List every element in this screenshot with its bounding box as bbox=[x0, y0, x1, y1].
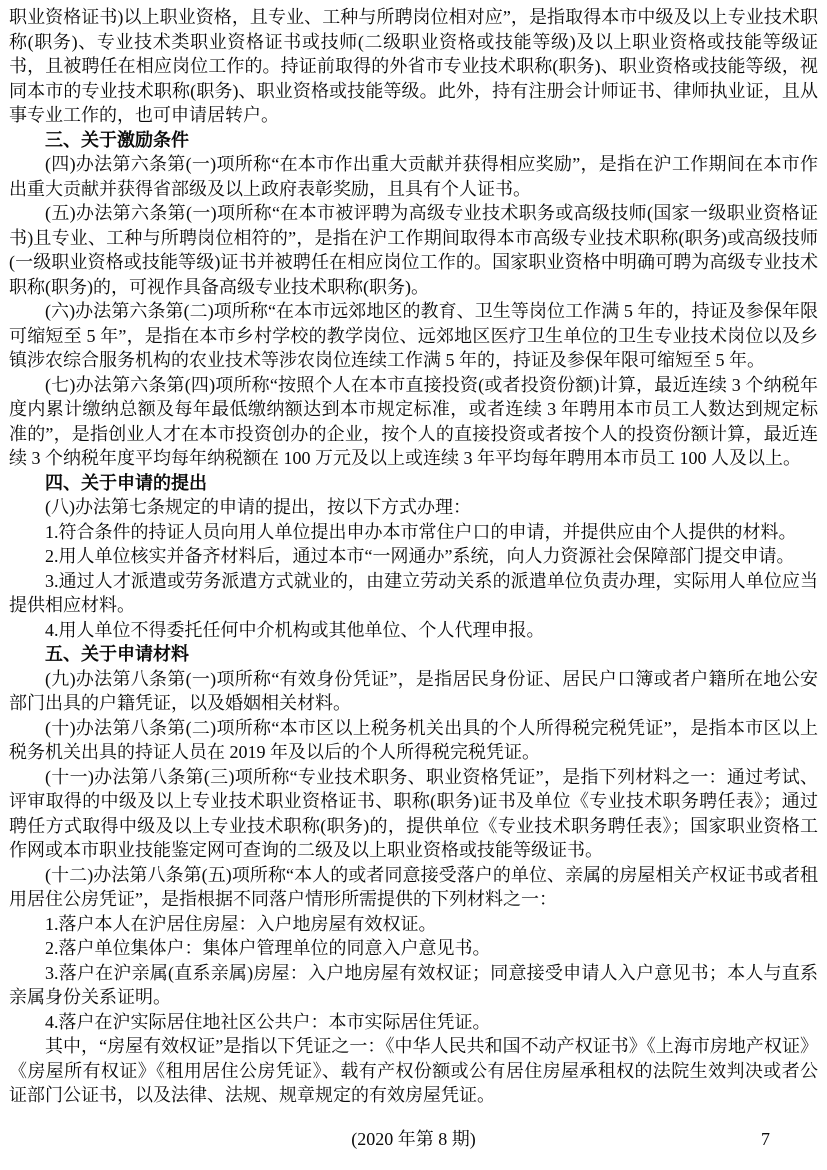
paragraph: (十)办法第八条第(二)项所称“本市区以上税务机关出具的个人所得税完税凭证”，是指本市区以上税务机关出具的持证人员在 2019 年及以后的个人所得税完税凭证。 bbox=[9, 717, 818, 762]
paragraph: 职业资格证书)以上职业资格，且专业、工种与所聘岗位相对应”，是指取得本市中级及以上专业技术职称(职务)、专业技术类职业资格证书或技师(二级职业资格或技能等级)及以上职业资格或技能等级证书，且被聘任在相应岗位工作的。持证前取得的外省市专业技术职称(职务)、职业资格或技能等级，视同本市的专业技术职称(职务)、职业资格或技能等级。此外，持有注册会计师证书、律师执业证，且从事专业工作的，也可申请居转户。 bbox=[9, 7, 818, 125]
page-number: 7 bbox=[761, 1129, 770, 1149]
list-item: 2.用人单位核实并备齐材料后，通过本市“一网通办”系统，向人力资源社会保障部门提交申请。 bbox=[45, 546, 795, 566]
list-item: 4.用人单位不得委托任何中介机构或其他单位、个人代理申报。 bbox=[45, 619, 545, 640]
document-body bbox=[9, 5, 818, 1108]
list-item: 1.落户本人在沪居住房屋：入户地房屋有效权证。 bbox=[45, 913, 437, 934]
issue-label: (2020 年第 8 期) bbox=[351, 1129, 476, 1149]
list-item: 3.通过人才派遣或劳务派遣方式就业的，由建立劳动关系的派遣单位负责办理，实际用人单位应当提供相应材料。 bbox=[9, 570, 818, 615]
page-footer bbox=[0, 1127, 827, 1151]
paragraph: (十二)办法第八条第(五)项所称“本人的或者同意接受落户的单位、亲属的房屋相关产权证书或者租用居住公房凭证”，是指根据不同落户情形所需提供的下列材料之一： bbox=[9, 864, 818, 909]
paragraph: (六)办法第六条第(二)项所称“在本市远郊地区的教育、卫生等岗位工作满 5 年的，持证及参保年限可缩短至 5 年”，是指在本市乡村学校的教学岗位、远郊地区医疗卫生单位的卫生专业技术岗位以及乡镇涉农综合服务机构的农业技术等涉农岗位连续工作满 5 年的，持证及参保年限可缩短至 5 年。 bbox=[9, 301, 818, 370]
list-item: 3.落户在沪亲属(直系亲属)房屋：入户地房屋有效权证；同意接受申请人入户意见书；本人与直系亲属身份关系证明。 bbox=[9, 962, 818, 1007]
paragraph: 其中，“房屋有效权证”是指以下凭证之一：《中华人民共和国不动产权证书》《上海市房地产权证》《房屋所有权证》《租用居住公房凭证》、载有产权份额或公有居住房屋承租权的法院生效判决或者公证部门公证书，以及法律、法规、规章规定的有效房屋凭证。 bbox=[9, 1036, 818, 1105]
section-heading: 五、关于申请材料 bbox=[45, 644, 189, 664]
paragraph: (八)办法第七条规定的申请的提出，按以下方式办理： bbox=[45, 497, 471, 517]
paragraph: (九)办法第八条第(一)项所称“有效身份凭证”，是指居民身份证、居民户口簿或者户籍所在地公安部门出具的户籍凭证，以及婚姻相关材料。 bbox=[9, 668, 818, 713]
paragraph: (七)办法第六条第(四)项所称“按照个人在本市直接投资(或者投资份额)计算，最近连续 3 个纳税年度内累计缴纳总额及每年最低缴纳额达到本市规定标准，或者连续 3 年聘用本市员工人数达到规定标准的”，是指创业人才在本市投资创办的企业，按个人的直接投资或者按个人的投资份额计算，最近连续 3 个纳税年度平均每年纳税额在 100 万元及以上或连续 3 年平均每年聘用本市员工 100 人及以上。 bbox=[9, 374, 818, 468]
paragraph: (四)办法第六条第(一)项所称“在本市作出重大贡献并获得相应奖励”，是指在沪工作期间在本市作出重大贡献并获得省部级及以上政府表彰奖励，且具有个人证书。 bbox=[9, 154, 818, 199]
list-item: 4.落户在沪实际居住地社区公共户：本市实际居住凭证。 bbox=[45, 1011, 491, 1032]
paragraph: (五)办法第六条第(一)项所称“在本市被评聘为高级专业技术职务或高级技师(国家一级职业资格证书)且专业、工种与所聘岗位相符的”，是指在沪工作期间取得本市高级专业技术职称(职务)或高级技师(一级职业资格或技能等级)证书并被聘任在相应岗位工作的。国家职业资格中明确可聘为高级专业技术职称(职务)的，可视作具备高级专业技术职称(职务)。 bbox=[9, 203, 818, 297]
section-heading: 三、关于激励条件 bbox=[45, 129, 189, 150]
list-item: 2.落户单位集体户：集体户管理单位的同意入户意见书。 bbox=[45, 938, 491, 958]
list-item: 1.符合条件的持证人员向用人单位提出申办本市常住户口的申请，并提供应由个人提供的材料。 bbox=[45, 521, 797, 542]
section-heading: 四、关于申请的提出 bbox=[45, 472, 207, 493]
paragraph: (十一)办法第八条第(三)项所称“专业技术职务、职业资格凭证”，是指下列材料之一：通过考试、评审取得的中级及以上专业技术职业资格证书、职称(职务)证书及单位《专业技术职务聘任表》；通过聘任方式取得中级及以上专业技术职称(职务)的，提供单位《专业技术职务聘任表》；国家职业资格工作网或本市职业技能鉴定网可查询的二级及以上职业资格或技能等级证书。 bbox=[9, 766, 818, 860]
